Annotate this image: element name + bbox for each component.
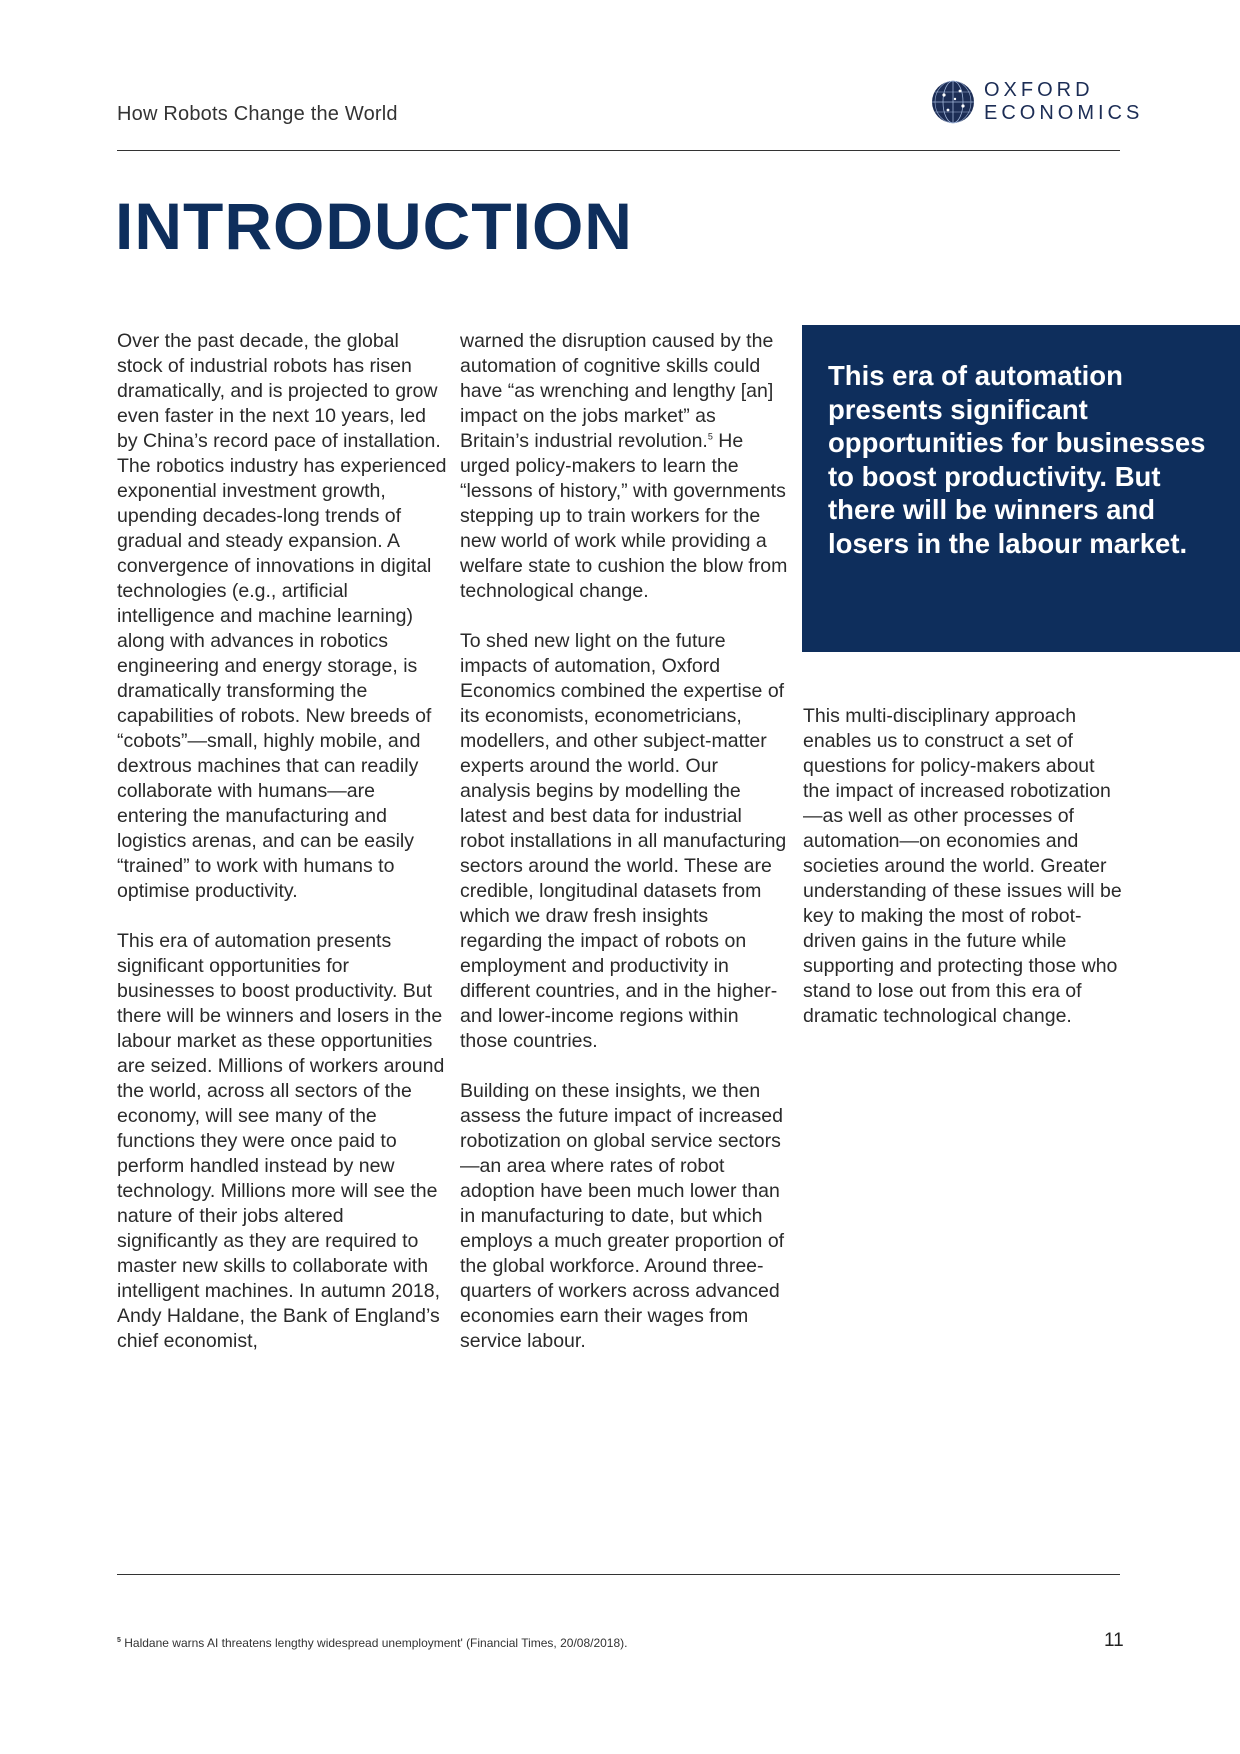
footnote-number: 5 [117, 1637, 121, 1644]
page-heading: INTRODUCTION [115, 189, 633, 263]
document-title: How Robots Change the World [117, 103, 398, 125]
footnote [117, 1636, 627, 1650]
header-divider [117, 150, 1120, 151]
logo-line-2: ECONOMICS [984, 102, 1144, 124]
text-column-2 [460, 329, 790, 1379]
text-column-1 [117, 329, 447, 1379]
globe-icon [930, 79, 976, 125]
paragraph: This era of automation presents significant opportunities for businesses to boost productivity. But there will be winners and losers in the labour market as these opportunities are seized. Millions of workers around the world, across all sectors of the economy, will see many of the functions they were once paid to perform handled instead by new technology. Millions more will see the nature of their jobs altered significantly as they are required to master new skills to collaborate with intelligent machines. In autumn 2018, Andy Haldane, the Bank of England’s chief economist, [117, 930, 445, 1352]
paragraph-part: He urged policy-makers to learn the “lessons of history,” with governments stepping up to train workers for the new world of work while providing a welfare state to cushion the blow from technological change. [460, 430, 788, 602]
oxford-economics-logo [930, 79, 1144, 127]
text-column-3 [803, 704, 1123, 1054]
footnote-reference: 5 [707, 431, 713, 442]
paragraph: This multi-disciplinary approach enables us to construct a set of questions for policy-makers about the impact of increased robotization—as well as other processes of automation—on economies and societies around the world. Greater understanding of these issues will be key to making the most of robot-driven gains in the future while supporting and protecting those who stand to lose out from this era of dramatic technological change. [803, 705, 1122, 1027]
paragraph [460, 329, 790, 604]
footnote-text: Haldane warns AI threatens lengthy widespread unemployment' (Financial Times, 20/08/2018). [120, 1636, 628, 1650]
logo-line-1: OXFORD [984, 79, 1094, 101]
paragraph: To shed new light on the future impacts of automation, Oxford Economics combined the expertise of its economists, econometricians, modellers, and other subject-matter experts around the world. Our analysis begins by modelling the latest and best data for industrial robot installations in all manufacturing sectors around the world. These are credible, longitudinal datasets from which we draw fresh insights regarding the impact of robots on employment and productivity in different countries, and in the higher- and lower-income regions within those countries. [460, 630, 787, 1052]
page-number: 11 [1104, 1630, 1124, 1651]
pull-quote-box [802, 325, 1240, 652]
paragraph: Building on these insights, we then assess the future impact of increased robotization on global service sectors—an area where rates of robot adoption have been much lower than in manufacturing to date, but which employs a much greater proportion of the global workforce. Around three-quarters of workers across advanced economies earn their wages from service labour. [460, 1080, 785, 1352]
paragraph: Over the past decade, the global stock of industrial robots has risen dramatically, and is projected to grow even faster in the next 10 years, led by China’s record pace of installation. The robotics industry has experienced exponential investment growth, upending decades-long trends of gradual and steady expansion. A convergence of innovations in digital technologies (e.g., artificial intelligence and machine learning) along with advances in robotics engineering and energy storage, is dramatically transforming the capabilities of robots. New breeds of “cobots”—small, highly mobile, and dextrous machines that can readily collaborate with humans—are entering the manufacturing and logistics arenas, and can be easily “trained” to work with humans to optimise productivity. [117, 330, 447, 902]
footer-divider [117, 1574, 1120, 1575]
paragraph-part: warned the disruption caused by the automation of cognitive skills could have “as wrenching and lengthy [an] impact on the jobs market” as Britain’s industrial revolution. [460, 330, 774, 452]
pull-quote-text: This era of automation presents significant opportunities for businesses to boost productivity. But there will be winners and losers in the labour market. [828, 360, 1206, 559]
